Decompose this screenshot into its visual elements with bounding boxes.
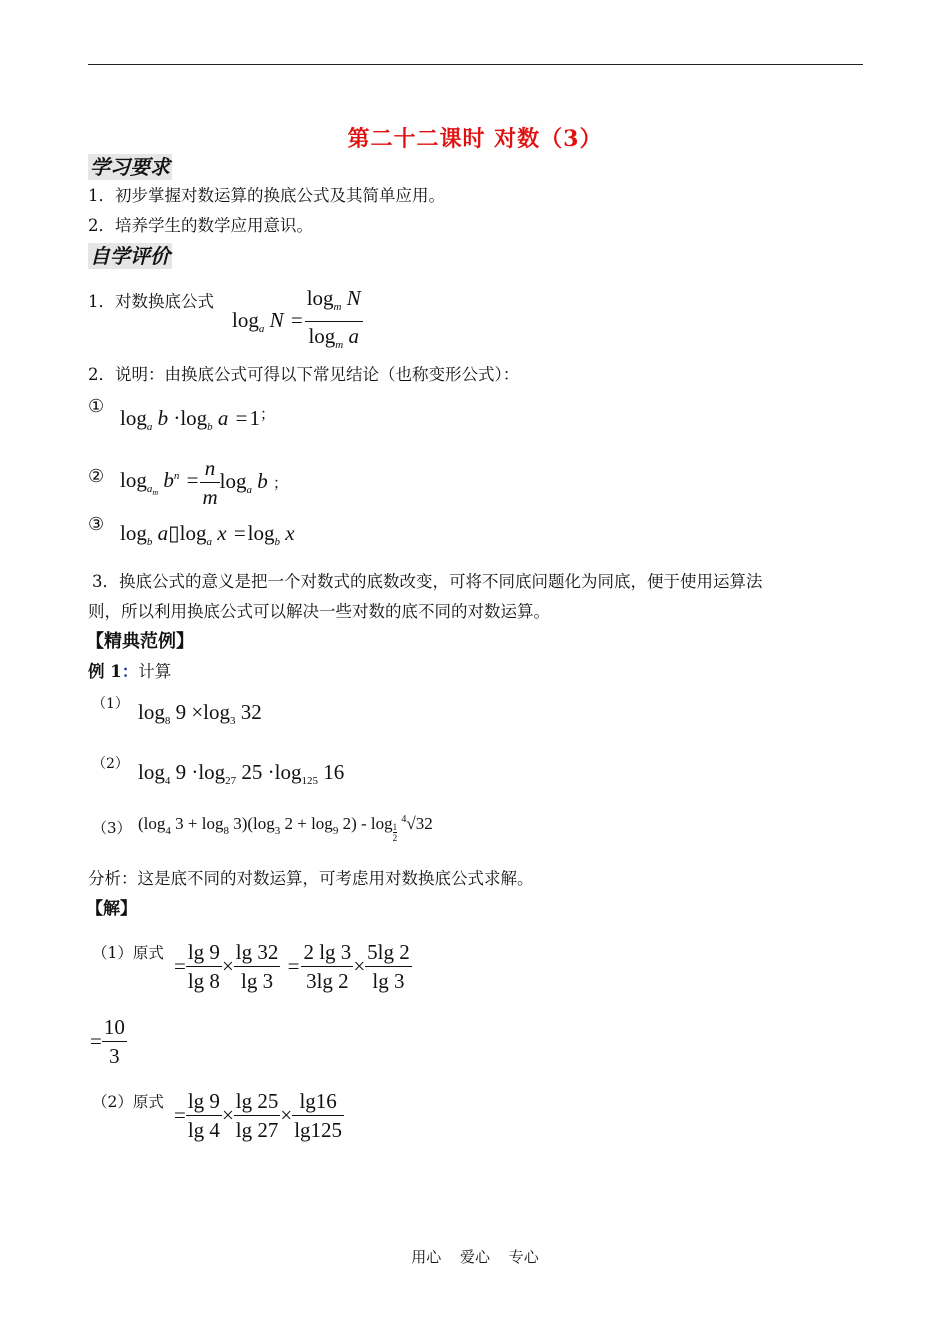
requirement-item: 2．培养学生的数学应用意识。 (88, 216, 313, 235)
solution-1-expression: = $\frac{\lg 9}{\lg 8}$ × $\frac{\lg 32}{\lg 3}$ = $\frac{2 \lg 3}{3\lg 2}$ × $\frac{5\lg 2}{\lg 3}$ (174, 940, 410, 993)
solution-label: 【解】 (86, 899, 137, 919)
page-footer: 用心 爱心 专心 (411, 1248, 539, 1266)
solution-2-prefix: （2）原式 (92, 1093, 164, 1111)
example-1-expression-2: $\log_4 9 \cdot\log_{27}$ $25 \cdot\log_{125}$ 16 (138, 760, 345, 787)
self-eval-item-1: 1．对数换底公式 (88, 292, 214, 311)
solution-1-result: = $\frac{10}{3}$ (90, 1015, 125, 1068)
example-part-3-label: （3） (92, 819, 132, 837)
example-1-expression-1: $\log_8 9 \times\log_3$ 32 (138, 700, 262, 727)
section-heading-examples: 【精典范例】 (86, 631, 194, 652)
formula-3: $\log_b$ $a▯\log_a$ $x =\log_b$ x (120, 521, 295, 548)
example-1-label: 例 1 (88, 662, 122, 681)
page-title: 第二十二课时 对数（3） (347, 126, 603, 152)
formula-2: $\log_{a_m} b^n$ = $\frac{n}{m}$ $\log_a b$ ； (120, 456, 288, 509)
circled-3: ③ (88, 514, 105, 535)
section-heading-self-eval: 自学评价 (90, 244, 170, 268)
header-rule (88, 64, 863, 65)
example-1-task: 计算 (138, 662, 172, 681)
formula-1: $\log_a b \cdot\log_b$ a =1； (120, 406, 276, 433)
example-1-expression-3: ($\log_4$ $3 + \log_8 3)(\log_3$ $2 + \log_9 2) - \log$ $\frac{1}{2}$ $^4$√32 (138, 814, 433, 843)
self-eval-item-2: 2．说明：由换底公式可得以下常见结论（也称变形公式）： (88, 365, 520, 384)
analysis-text: 分析：这是底不同的对数运算，可考虑用对数换底公式求解。 (88, 869, 534, 888)
self-eval-item-3-line2: 则，所以利用换底公式可以解决一些对数的底不同的对数运算。 (88, 602, 550, 621)
example-1-heading (88, 660, 171, 684)
requirement-item: 1．初步掌握对数运算的换底公式及其简单应用。 (88, 186, 445, 205)
section-heading-requirements: 学习要求 (90, 155, 170, 179)
change-of-base-formula: $\log_a N$ = $\frac{\log_m N}{\log_m a}$ (232, 286, 361, 351)
example-1-colon: ： (121, 662, 139, 681)
example-part-2-label: （2） (92, 756, 129, 772)
solution-2-expression: = $\frac{\lg 9}{\lg 4}$ × $\frac{\lg 25}{\lg 27}$ × $\frac{\lg 16}{\lg 125}$ (174, 1089, 343, 1142)
example-part-1-label: （1） (92, 696, 129, 712)
solution-1-prefix: （1）原式 (92, 944, 164, 962)
self-eval-item-3-line1: 3．换底公式的意义是把一个对数式的底数改变，可将不同底问题化为同底，便于使用运算法 (92, 572, 763, 591)
circled-1: ① (88, 396, 105, 417)
circled-2: ② (88, 466, 105, 487)
